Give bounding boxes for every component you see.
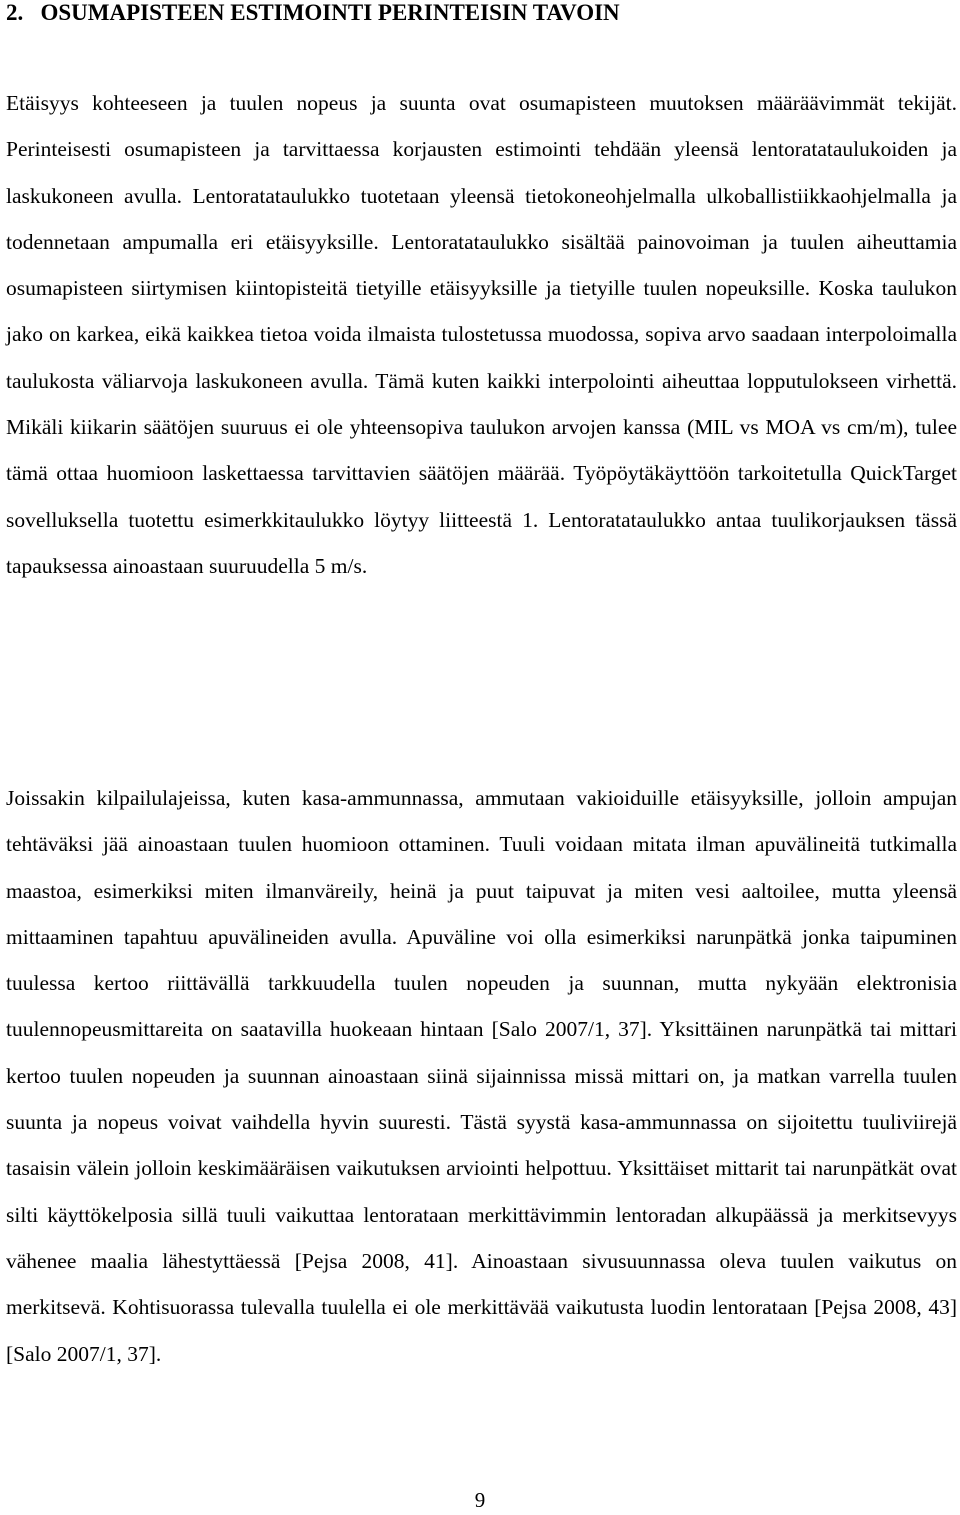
page-number: 9	[474, 1488, 486, 1512]
body-paragraph: Joissakin kilpailulajeissa, kuten kasa-ammunnassa, ammutaan vakioiduille etäisyyksille, jolloin ampujan tehtäväksi jää ainoastaan tuulen huomioon ottaminen. Tuuli voidaan mitata ilman apuvälineitä tutkimalla maastoa, esimerkiksi miten ilmanväreily, heinä ja puut taipuvat ja miten vesi aaltoilee, mutta yleensä mittaaminen tapahtuu apuvälineiden avulla. Apuväline voi olla esimerkiksi narunpätkä jonka taipuminen tuulessa kertoo riittävällä tarkkuudella tuulen nopeuden ja suunnan, mutta nykyään elektronisia tuulennopeusmittareita on saatavilla huokeaan hintaan [Salo 2007/1, 37]. Yksittäinen narunpätkä tai mittari kertoo tuulen nopeuden ja suunnan ainoastaan siinä sijainnissa missä mittari on, ja matkan varrella tuulen suunta ja nopeus voivat vaihdella hyvin suuresti. Tästä syystä kasa-ammunnassa on sijoitettu tuuliviirejä tasaisin välein jolloin keskimääräisen vaikutuksen arviointi helpottuu. Yksittäiset mittarit tai narunpätkät ovat silti käyttökelposia sillä tuuli vaikuttaa lentorataan merkittävimmin lentoradan alkupäässä ja merkitsevyys vähenee maalia lähestyttäessä [Pejsa 2008, 41]. Ainoastaan sivusuunnassa oleva tuulen vaikutus on merkitsevä. Kohtisuorassa tulevalla tuulella ei ole merkittävää vaikutusta luodin lentorataan [Pejsa 2008, 43] [Salo 2007/1, 37].	[6, 786, 957, 1366]
body-paragraph: Etäisyys kohteeseen ja tuulen nopeus ja suunta ovat osumapisteen muutoksen määräävimmät tekijät. Perinteisesti osumapisteen ja tarvittaessa korjausten estimointi tehdään yleensä lentoratataulukoiden ja laskukoneen avulla. Lentoratataulukko tuotetaan yleensä tietokoneohjelmalla ulkoballistiikkaohjelmalla ja todennetaan ampumalla eri etäisyyksille. Lentoratataulukko sisältää painovoiman ja tuulen aiheuttamia osumapisteen siirtymisen kiintopisteitä tietyille etäisyyksille ja tietyille tuulen nopeuksille. Koska taulukon jako on karkea, eikä kaikkea tietoa voida ilmaista tulostetussa muodossa, sopiva arvo saadaan interpoloimalla taulukosta väliarvoja laskukoneen avulla. Tämä kuten kaikki interpolointi aiheuttaa lopputulokseen virhettä. Mikäli kiikarin säätöjen suuruus ei ole yhteensopiva taulukon arvojen kanssa (MIL vs MOA vs cm/m), tulee tämä ottaa huomioon laskettaessa tarvittavien säätöjen määrää. Työpöytäkäyttöön tarkoitetulla QuickTarget sovelluksella tuotettu esimerkkitaulukko löytyy liitteestä 1. Lentoratataulukko antaa tuulikorjauksen tässä tapauksessa ainoastaan suuruudella 5 m/s.	[6, 91, 957, 578]
section-heading: 2. OSUMAPISTEEN ESTIMOINTI PERINTEISIN TAVOIN	[6, 0, 620, 25]
